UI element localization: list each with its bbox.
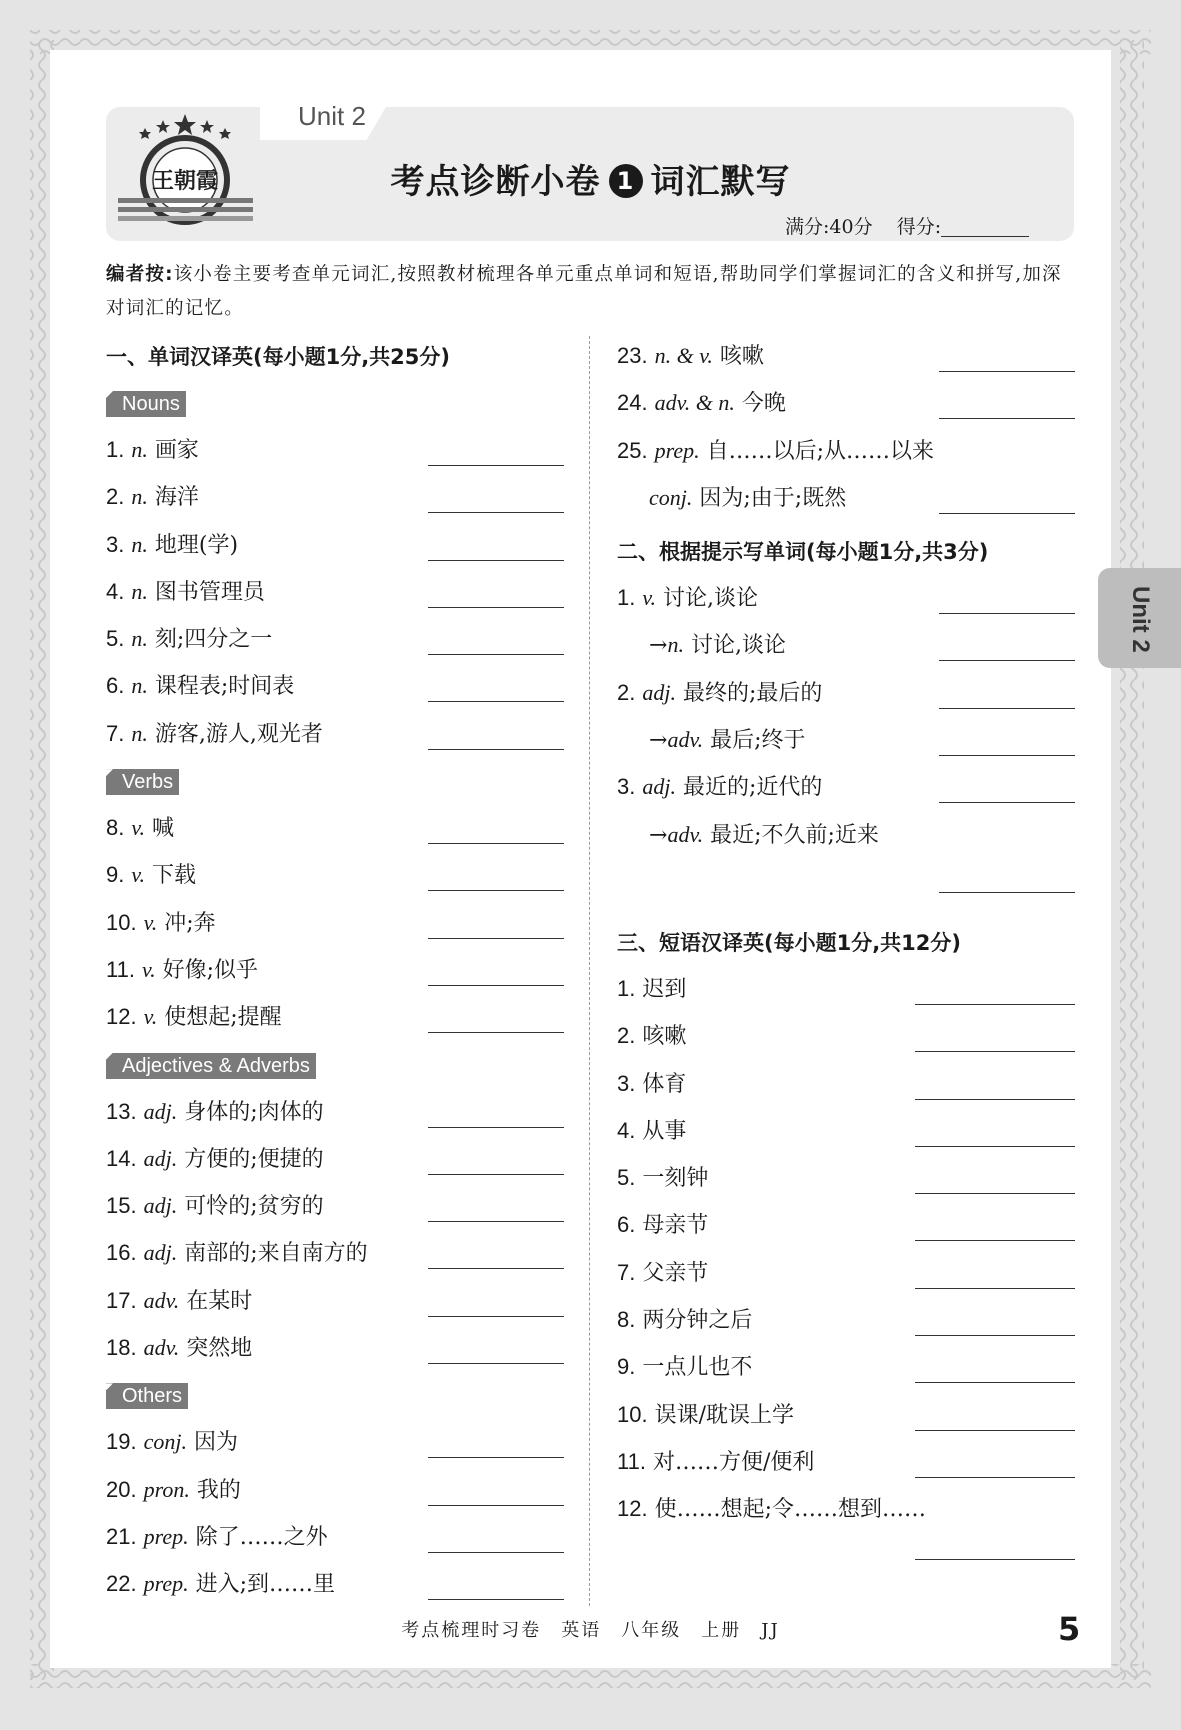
list-item: 11. v. 好像;似乎 (106, 952, 564, 999)
answer-blank[interactable] (428, 1505, 564, 1506)
answer-blank[interactable] (915, 1559, 1075, 1560)
list-item: 3. adj. 最近的;近代的 (617, 769, 1075, 816)
answer-blank[interactable] (915, 1477, 1075, 1478)
title-number: 1 (609, 164, 643, 198)
answer-blank[interactable] (428, 938, 564, 939)
section3-title: 三、短语汉译英(每小题1分,共12分) (617, 930, 962, 955)
list-item (617, 864, 1075, 904)
list-item: 10. 误课/耽误上学 (617, 1397, 1075, 1444)
list-item: 6. n. 课程表;时间表 (106, 668, 564, 715)
category-others: Others (106, 1377, 564, 1424)
list-item: 15. adj. 可怜的;贫穷的 (106, 1188, 564, 1235)
list-item: 5. n. 刻;四分之一 (106, 621, 564, 668)
list-item: 12. v. 使想起;提醒 (106, 999, 564, 1046)
answer-blank[interactable] (939, 418, 1075, 419)
answer-blank[interactable] (428, 512, 564, 513)
list-item: 21. prep. 除了……之外 (106, 1519, 564, 1566)
answer-blank[interactable] (428, 1127, 564, 1128)
section2-title: 二、根据提示写单词(每小题1分,共3分) (617, 540, 989, 565)
left-column (106, 338, 564, 1614)
title-suffix: 词汇默写 (650, 162, 791, 202)
answer-blank[interactable] (939, 892, 1075, 893)
list-item: 2. 咳嗽 (617, 1018, 1075, 1065)
page-title (0, 154, 1181, 203)
right-column (617, 338, 1075, 1569)
list-item: 3. n. 地理(学) (106, 527, 564, 574)
list-item: 13. adj. 身体的;肉体的 (106, 1094, 564, 1141)
footer-term: 上册 (701, 1620, 742, 1641)
list-item: 11. 对……方便/便利 (617, 1444, 1075, 1491)
list-item: 3. 体育 (617, 1066, 1075, 1113)
category-adjectives-adverbs: Adjectives & Adverbs (106, 1047, 564, 1094)
answer-blank[interactable] (915, 1004, 1075, 1005)
answer-blank[interactable] (915, 1240, 1075, 1241)
list-item: 2. adj. 最终的;最后的 (617, 675, 1075, 722)
list-item: 5. 一刻钟 (617, 1160, 1075, 1207)
list-item: 19. conj. 因为 (106, 1424, 564, 1471)
score-blank[interactable] (941, 218, 1029, 237)
list-item: 6. 母亲节 (617, 1207, 1075, 1254)
list-item: 8. v. 喊 (106, 810, 564, 857)
footer-edition: JJ (761, 1620, 780, 1641)
column-divider (589, 336, 590, 1606)
unit-label: Unit 2 (298, 101, 366, 131)
title-prefix: 考点诊断小卷 (390, 162, 601, 202)
answer-blank[interactable] (428, 985, 564, 986)
answer-blank[interactable] (428, 843, 564, 844)
list-item: 18. adv. 突然地 (106, 1330, 564, 1377)
answer-blank[interactable] (915, 1430, 1075, 1431)
answer-blank[interactable] (428, 701, 564, 702)
page-number: 5 (1058, 1610, 1081, 1648)
list-item: 1. 迟到 (617, 971, 1075, 1018)
answer-blank[interactable] (428, 1174, 564, 1175)
list-item: 1. v. 讨论,谈论 (617, 580, 1075, 627)
answer-blank[interactable] (428, 1552, 564, 1553)
list-item: 10. v. 冲;奔 (106, 905, 564, 952)
answer-blank[interactable] (428, 560, 564, 561)
list-item: 24. adv. & n. 今晚 (617, 385, 1075, 432)
answer-blank[interactable] (428, 749, 564, 750)
section1-title: 一、单词汉译英(每小题1分,共25分) (106, 345, 451, 369)
list-item: 7. 父亲节 (617, 1255, 1075, 1302)
logo-text: 王朝霞 (151, 168, 219, 194)
list-item: 12. 使……想起;令……想到…… (617, 1496, 927, 1523)
answer-blank[interactable] (428, 890, 564, 891)
list-item: 22. prep. 进入;到……里 (106, 1566, 564, 1613)
list-item: 7. n. 游客,游人,观光者 (106, 716, 564, 763)
score-label: 得分: (896, 216, 942, 238)
note-text: 该小卷主要考查单元词汇,按照教材梳理各单元重点单词和短语,帮助同学们掌握词汇的含义和拼写,加深对词汇的记忆。 (106, 264, 1062, 319)
list-item: 23. n. & v. 咳嗽 (617, 338, 1075, 385)
list-item: 14. adj. 方便的;便捷的 (106, 1141, 564, 1188)
list-item: →adv. 最后;终于 (617, 722, 1075, 769)
list-item (617, 1539, 1075, 1569)
answer-blank[interactable] (428, 1032, 564, 1033)
answer-blank[interactable] (915, 1099, 1075, 1100)
list-item: →n. 讨论,谈论 (617, 627, 1075, 674)
list-item: conj. 因为;由于;既然 (617, 480, 1075, 527)
list-item: 9. v. 下载 (106, 857, 564, 904)
editor-note (106, 258, 1081, 326)
category-nouns: Nouns (106, 385, 564, 432)
answer-blank[interactable] (939, 708, 1075, 709)
answer-blank[interactable] (428, 1363, 564, 1364)
list-item: 4. n. 图书管理员 (106, 574, 564, 621)
answer-blank[interactable] (939, 613, 1075, 614)
list-item: 25. prep. 自……以后;从……以来 (617, 437, 935, 464)
list-item: 16. adj. 南部的;来自南方的 (106, 1235, 564, 1282)
list-item: 1. n. 画家 (106, 432, 564, 479)
answer-blank[interactable] (428, 1457, 564, 1458)
list-item: 4. 从事 (617, 1113, 1075, 1160)
footer-book: 考点梳理时习卷 (401, 1620, 542, 1641)
footer-subject: 英语 (561, 1620, 602, 1641)
answer-blank[interactable] (939, 371, 1075, 372)
answer-blank[interactable] (915, 1335, 1075, 1336)
answer-blank[interactable] (939, 513, 1075, 514)
answer-blank[interactable] (428, 1599, 564, 1600)
score-line (785, 212, 1029, 239)
list-item: 8. 两分钟之后 (617, 1302, 1075, 1349)
note-label: 编者按: (106, 264, 174, 285)
answer-blank[interactable] (428, 654, 564, 655)
answer-blank[interactable] (915, 1146, 1075, 1147)
list-item: 9. 一点儿也不 (617, 1349, 1075, 1396)
answer-blank[interactable] (428, 465, 564, 466)
answer-blank[interactable] (915, 1382, 1075, 1383)
answer-blank[interactable] (939, 755, 1075, 756)
answer-blank[interactable] (428, 607, 564, 608)
answer-blank[interactable] (428, 1316, 564, 1317)
answer-blank[interactable] (915, 1051, 1075, 1052)
list-item: 2. n. 海洋 (106, 479, 564, 526)
answer-blank[interactable] (428, 1221, 564, 1222)
footer-grade: 八年级 (621, 1620, 682, 1641)
answer-blank[interactable] (428, 1268, 564, 1269)
answer-blank[interactable] (939, 802, 1075, 803)
answer-blank[interactable] (915, 1193, 1075, 1194)
answer-blank[interactable] (915, 1288, 1075, 1289)
footer (0, 1616, 1181, 1642)
list-item: →adv. 最近;不久前;近来 (649, 821, 879, 848)
side-unit-tab: Unit 2 (1098, 568, 1181, 668)
list-item: 20. pron. 我的 (106, 1472, 564, 1519)
score-full: 满分:40分 (785, 216, 873, 238)
category-verbs: Verbs (106, 763, 564, 810)
list-item: 17. adv. 在某时 (106, 1283, 564, 1330)
answer-blank[interactable] (939, 660, 1075, 661)
